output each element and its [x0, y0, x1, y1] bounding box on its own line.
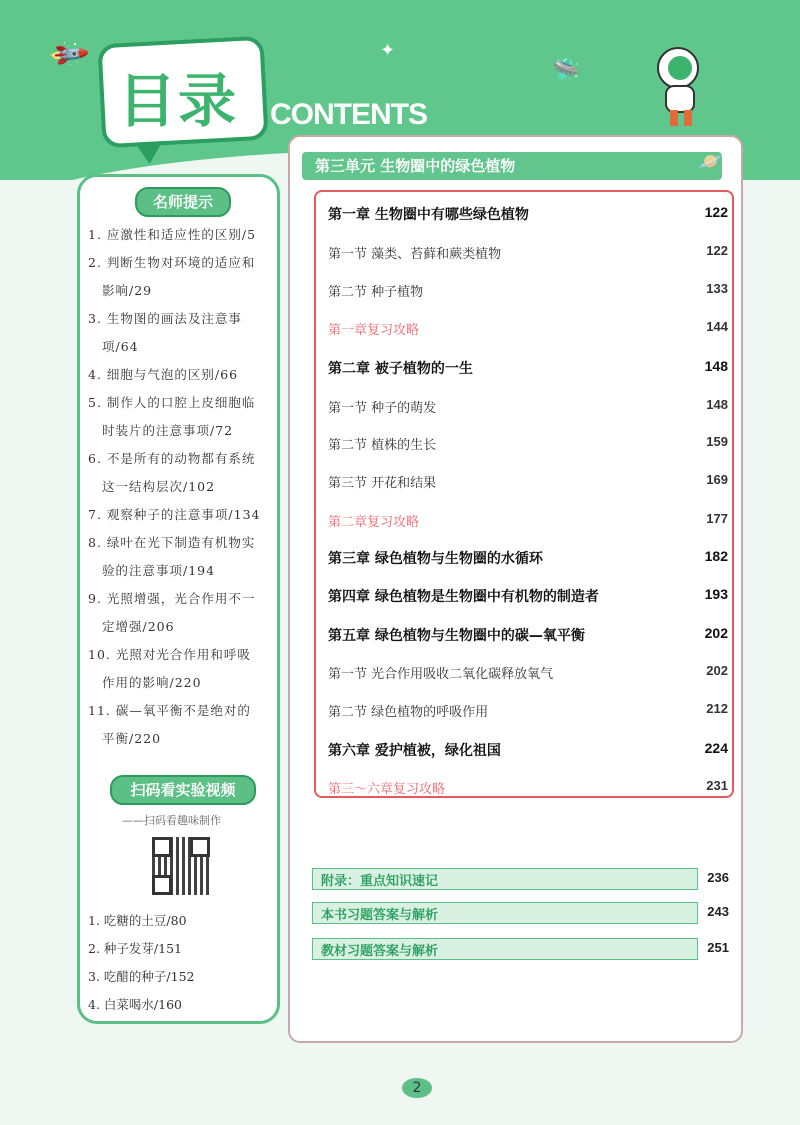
toc-label: 第二节 种子植物	[328, 285, 424, 300]
tip-item: 11. 碳—氧平衡不是绝对的	[88, 703, 251, 718]
toc-page: 159	[706, 434, 728, 449]
tip-item: 影响/29	[102, 283, 153, 298]
tip-item: 9. 光照增强，光合作用不一	[88, 591, 256, 606]
toc-page: 122	[706, 243, 728, 258]
toc-label: 第一节 种子的萌发	[328, 401, 437, 416]
toc-page: 148	[706, 397, 728, 412]
tip-item: 定增强/206	[102, 619, 175, 634]
toc-page: 202	[704, 625, 728, 641]
appendix-row[interactable]	[312, 938, 729, 960]
video-subcaption: ——扫码看趣味制作	[122, 814, 221, 827]
toc-label: 第五章 绿色植物与生物圈中的碳—氧平衡	[328, 628, 585, 644]
video-item[interactable]: 2. 种子发芽/151	[88, 941, 182, 956]
toc-label: 第二节 绿色植物的呼吸作用	[328, 705, 489, 720]
video-heading: 扫码看实验视频	[110, 775, 256, 805]
left-sidebar	[77, 174, 280, 1024]
planet-icon: 🪐	[698, 149, 723, 173]
appendix-label: 教材习题答案与解析	[321, 944, 439, 959]
tip-item: 4. 细胞与气泡的区别/66	[88, 367, 239, 382]
tip-item: 项/64	[102, 339, 139, 354]
toc-label: 第二节 植株的生长	[328, 438, 437, 453]
tip-item: 作用的影响/220	[102, 675, 202, 690]
toc-page: 177	[706, 511, 728, 526]
toc-page: 169	[706, 472, 728, 487]
toc-label: 第一章复习攻略	[328, 323, 420, 338]
unit-title: 第三单元 生物圈中的绿色植物	[315, 157, 516, 175]
toc-page: 144	[706, 319, 728, 334]
toc-page: 122	[704, 204, 728, 220]
toc-page: 182	[704, 548, 728, 564]
appendix-label: 附录：重点知识速记	[321, 874, 439, 889]
tip-item: 6. 不是所有的动物都有系统	[88, 451, 256, 466]
appendix-row[interactable]	[312, 868, 729, 890]
toc-page: 212	[706, 701, 728, 716]
video-list	[88, 907, 194, 1019]
tip-item: 时装片的注意事项/72	[102, 423, 234, 438]
ufo-icon: 🛸	[552, 58, 580, 83]
tips-heading: 名师提示	[135, 187, 231, 217]
tip-item: 这一结构层次/102	[102, 479, 216, 494]
tips-list	[88, 221, 274, 753]
toc-label: 第三～六章复习攻略	[328, 782, 446, 797]
tip-item: 验的注意事项/194	[102, 563, 216, 578]
appendix-page: 236	[707, 870, 729, 885]
qr-code-icon[interactable]	[152, 837, 210, 895]
video-item[interactable]: 4. 白菜喝水/160	[88, 997, 182, 1012]
toc-label: 第一章 生物圈中有哪些绿色植物	[328, 207, 529, 223]
toc-page: 202	[706, 663, 728, 678]
astronaut-icon	[640, 40, 720, 130]
toc-label: 第六章 爱护植被，绿化祖国	[328, 743, 501, 759]
toc-label: 第二章复习攻略	[328, 515, 420, 530]
toc-label: 第三节 开花和结果	[328, 476, 437, 491]
toc-page: 231	[706, 778, 728, 793]
rocket-icon: 🚀	[46, 33, 91, 77]
tip-item: 5. 制作人的口腔上皮细胞临	[88, 395, 256, 410]
toc-page: 148	[704, 358, 728, 374]
tip-item: 8. 绿叶在光下制造有机物实	[88, 535, 256, 550]
video-item[interactable]: 1. 吃糖的土豆/80	[88, 913, 187, 928]
appendix-page: 251	[707, 940, 729, 955]
video-item[interactable]: 3. 吃醋的种子/152	[88, 969, 195, 984]
page-number: 2	[402, 1078, 432, 1098]
toc-page: 224	[704, 740, 728, 756]
tip-item: 10. 光照对光合作用和呼吸	[88, 647, 251, 662]
toc-label: 第一节 藻类、苔藓和蕨类植物	[328, 247, 502, 262]
toc-label: 第三章 绿色植物与生物圈的水循环	[328, 551, 543, 567]
tip-item: 平衡/220	[102, 731, 162, 746]
toc-label: 第二章 被子植物的一生	[328, 361, 473, 377]
tip-item: 7. 观察种子的注意事项/134	[88, 507, 261, 522]
page-title: 目录	[118, 67, 239, 135]
toc-page: 133	[706, 281, 728, 296]
appendix-row[interactable]	[312, 902, 729, 924]
toc-page: 193	[704, 586, 728, 602]
page-title-english: CONTENTS	[270, 98, 427, 131]
toc-label: 第四章 绿色植物是生物圈中有机物的制造者	[328, 589, 599, 605]
star-icon: ✦	[380, 40, 396, 61]
appendix-label: 本书习题答案与解析	[321, 908, 439, 923]
toc-label: 第一节 光合作用吸收二氧化碳释放氧气	[328, 667, 554, 682]
tip-item: 2. 判断生物对环境的适应和	[88, 255, 256, 270]
tip-item: 1. 应激性和适应性的区别/5	[88, 227, 257, 242]
appendix-page: 243	[707, 904, 729, 919]
tip-item: 3. 生物图的画法及注意事	[88, 311, 242, 326]
